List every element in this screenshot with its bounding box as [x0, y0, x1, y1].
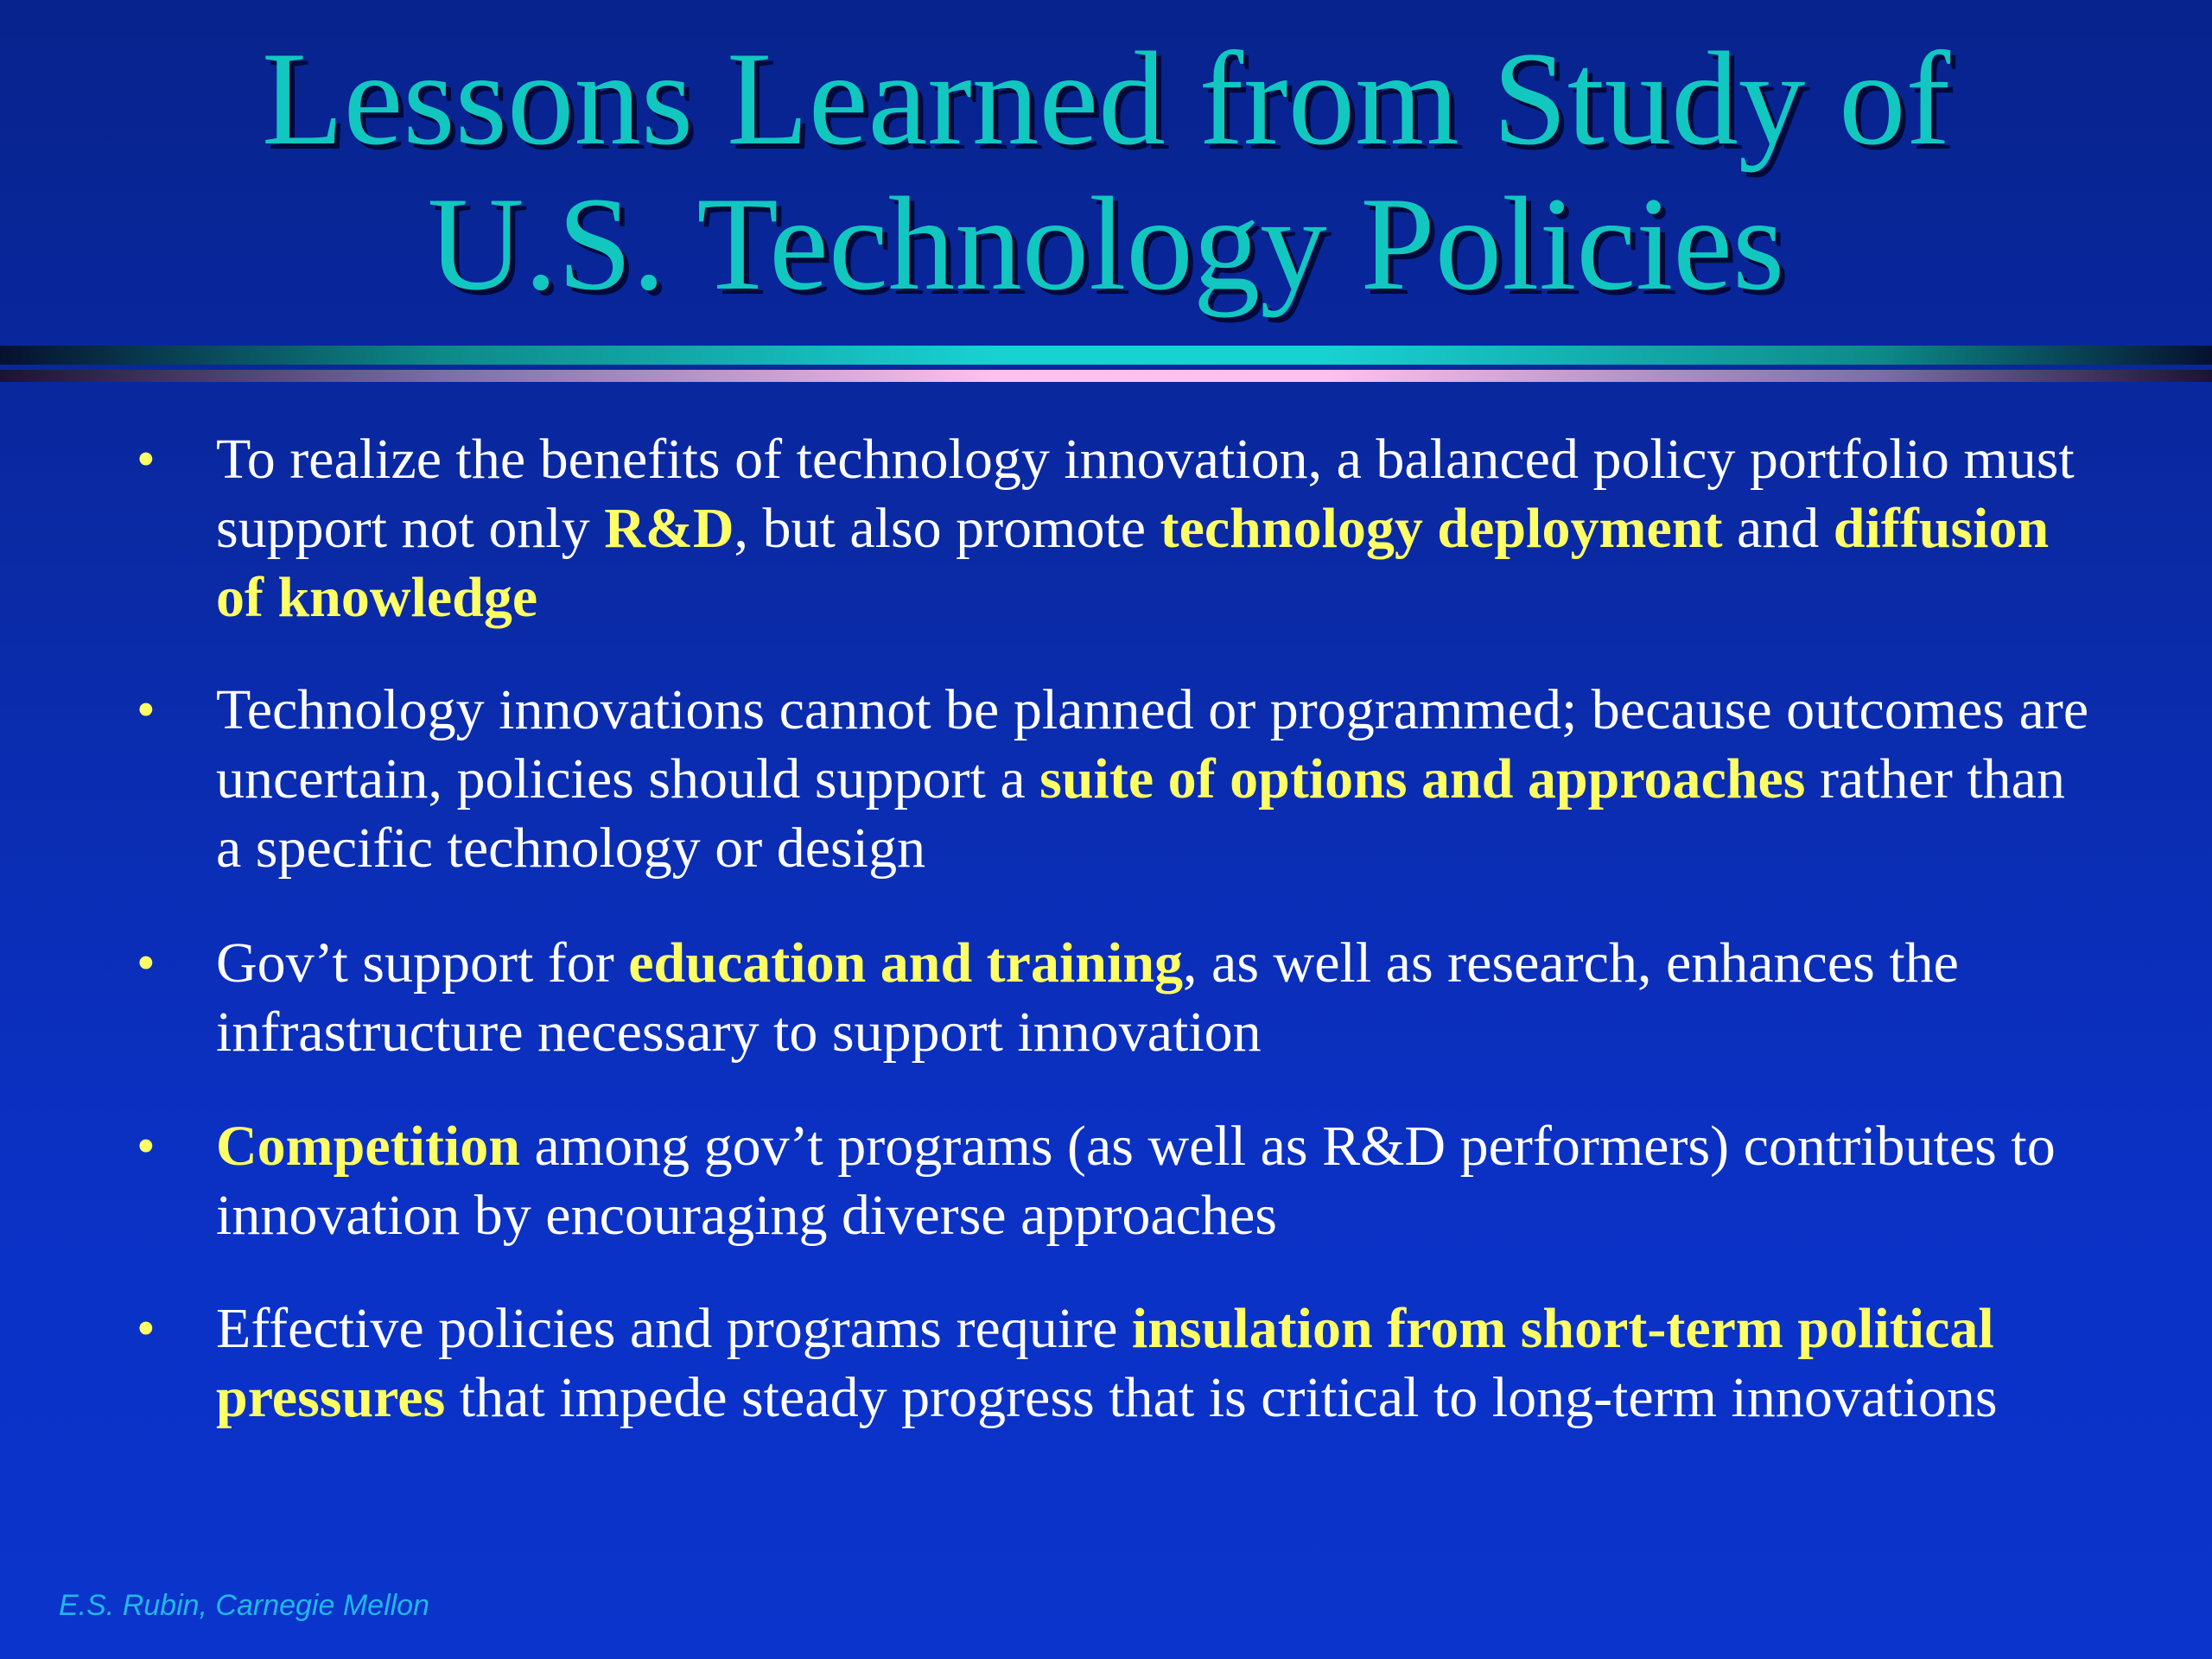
- highlighted-phrase: Competition: [216, 1115, 520, 1178]
- plain-text: To realize the benefits of technology innovation, a balanced policy portfolio must support not only: [216, 428, 2075, 560]
- plain-text: among gov’t programs (as well as R&D performers) contributes to innovation by encouraging diverse approaches: [216, 1115, 2056, 1247]
- bullet-dot-icon: •: [137, 1117, 156, 1176]
- bullet-item: [137, 1112, 2100, 1250]
- plain-text: and: [1722, 497, 1834, 560]
- bullet-item: [137, 676, 2100, 883]
- plain-text: , as well as research, enhances the infrastructure necessary to support innovation: [216, 931, 1959, 1064]
- plain-text: Effective policies and programs require: [216, 1297, 1132, 1360]
- highlighted-phrase: R&D: [604, 497, 734, 560]
- plain-text: Technology innovations cannot be planned or programmed; because outcomes are uncertain, policies should support a: [216, 678, 2089, 810]
- highlighted-phrase: suite of options and approaches: [1039, 747, 1806, 810]
- bullet-dot-icon: •: [137, 681, 156, 740]
- highlighted-phrase: technology deployment: [1160, 497, 1723, 560]
- slide-title-line-1: Lessons Learned from Study of: [261, 24, 1951, 173]
- plain-text: Gov’t support for: [216, 931, 629, 995]
- bullet-text: [216, 678, 2088, 880]
- bullet-text: [216, 428, 2075, 629]
- plain-text: that impede steady progress that is critical to long-term innovations: [445, 1366, 1998, 1429]
- plain-text: , but also promote: [734, 497, 1160, 560]
- bullet-dot-icon: •: [137, 430, 156, 489]
- slide-title-line-2: U.S. Technology Policies: [427, 169, 1785, 318]
- bullet-text: [216, 931, 1959, 1064]
- bullet-dot-icon: •: [137, 934, 156, 993]
- footer-credit: E.S. Rubin, Carnegie Mellon: [59, 1589, 430, 1622]
- bullet-text: [216, 1115, 2056, 1247]
- bullet-item: [137, 929, 2100, 1067]
- highlighted-phrase: education and training: [628, 931, 1184, 995]
- bullet-item: [137, 1294, 2100, 1433]
- bullet-text: [216, 1297, 1998, 1429]
- highlighted-phrase: insulation from short-term political pressures: [216, 1297, 1994, 1429]
- plain-text: rather than a specific technology or design: [216, 747, 2065, 880]
- highlighted-phrase: diffusion of knowledge: [216, 497, 2050, 629]
- bullet-item: [137, 425, 2100, 632]
- bullet-dot-icon: •: [137, 1300, 156, 1358]
